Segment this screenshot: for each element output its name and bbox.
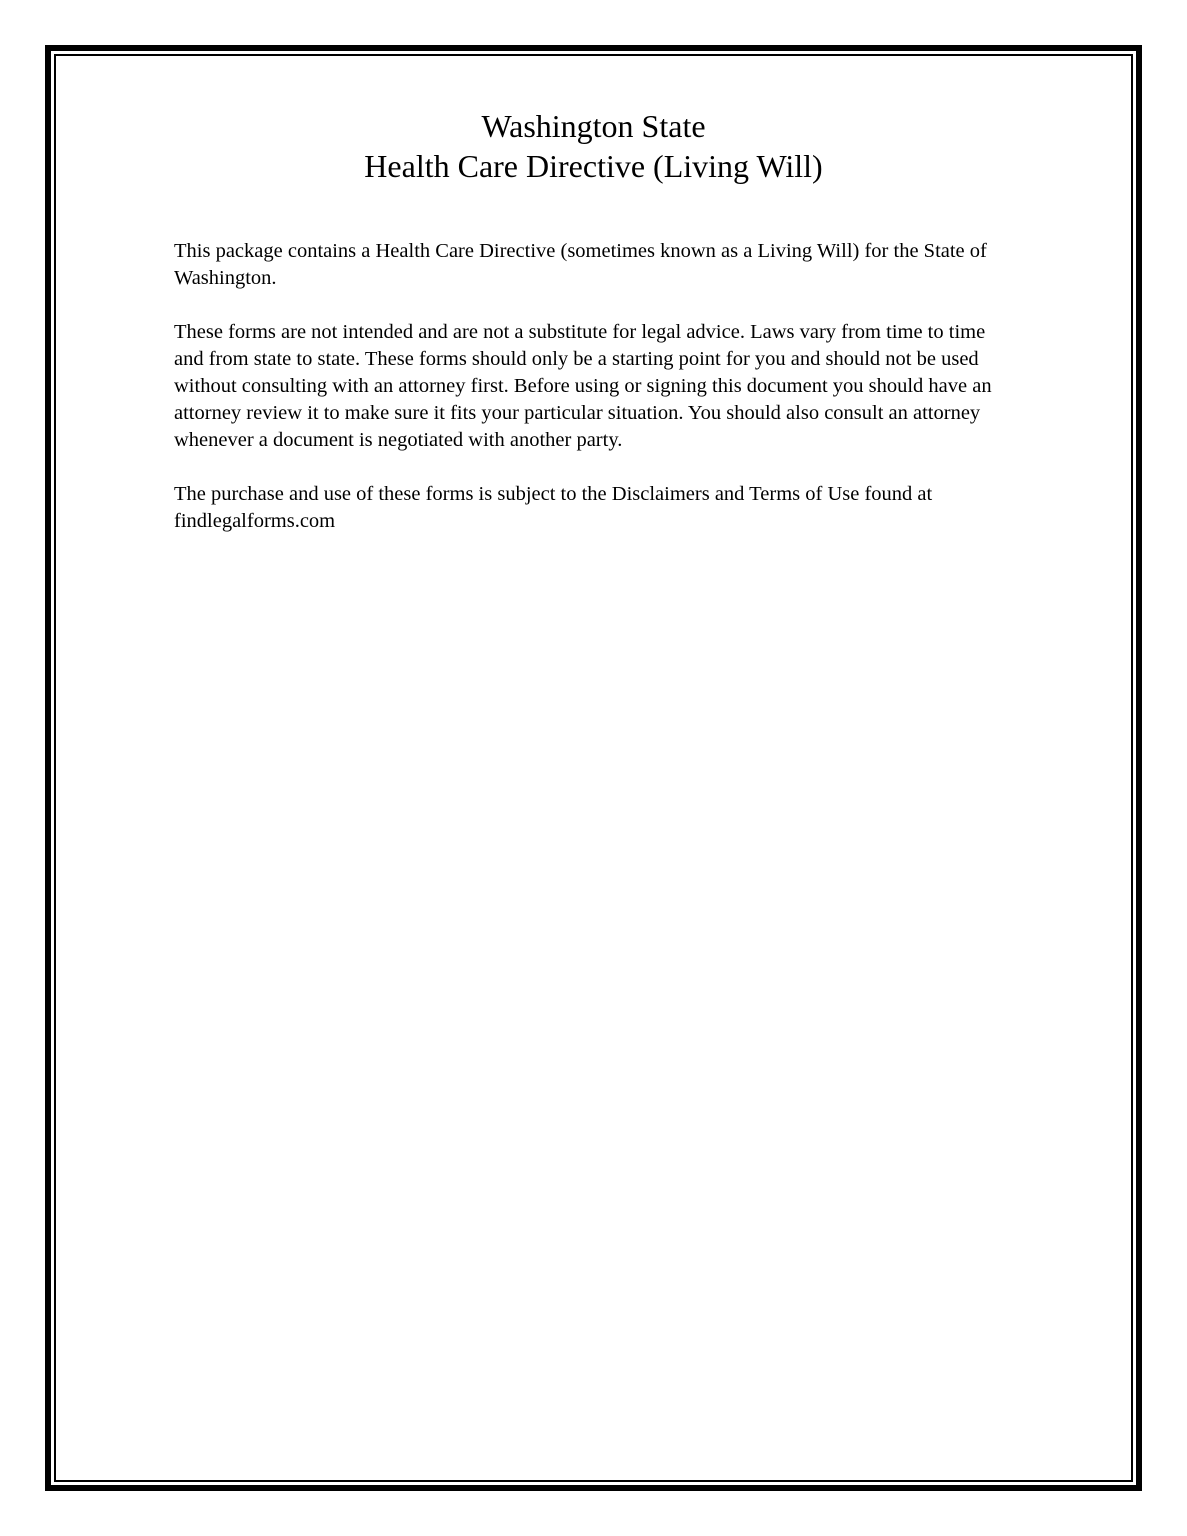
terms-of-use-paragraph: The purchase and use of these forms is subject to the Disclaimers and Terms of Use found at findlegalforms.com bbox=[174, 483, 933, 532]
document-body bbox=[174, 238, 1014, 562]
intro-paragraph: This package contains a Health Care Directive (sometimes known as a Living Will) for the State of Washington. bbox=[174, 240, 987, 289]
title-form-name: Health Care Directive (Living Will) bbox=[364, 148, 823, 184]
document-title bbox=[0, 106, 1187, 186]
title-state: Washington State bbox=[481, 108, 706, 144]
legal-disclaimer-paragraph: These forms are not intended and are not a substitute for legal advice. Laws vary from time to time and from state to state. These forms should only be a starting point for you and should not be used without consulting with an attorney first. Before using or signing this document you should have an attorney review it to make sure it fits your particular situation. You should also consult an attorney whenever a document is negotiated with another party. bbox=[174, 321, 992, 451]
